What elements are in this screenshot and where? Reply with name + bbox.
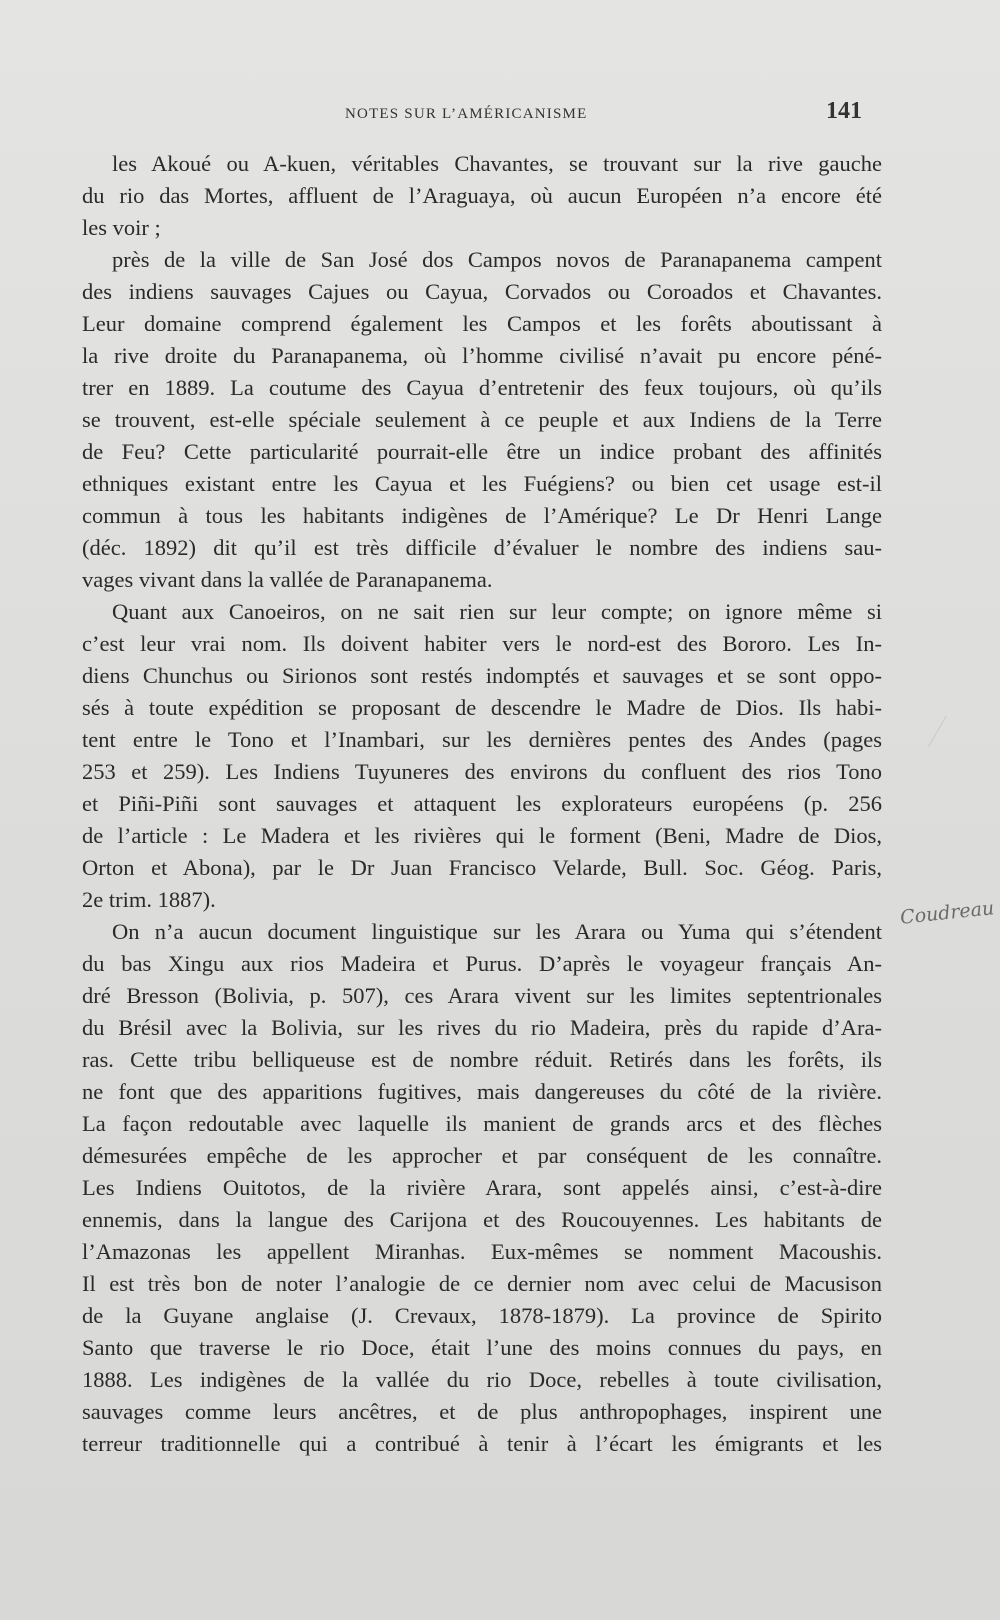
text-line: (déc. 1892) dit qu’il est très difficile d’évaluer le nombre des indiens sau- <box>82 535 882 560</box>
text-line: commun à tous les habitants indigènes de l’Amérique? Le Dr Henri Lange <box>82 503 882 528</box>
handwritten-margin-note: Coudreau <box>899 897 996 929</box>
text-line: se trouvent, est-elle spéciale seulement à ce peuple et aux Indiens de la Terre <box>82 407 882 432</box>
text-line: diens Chunchus ou Sirionos sont restés indomptés et sauvages et se sont oppo- <box>82 663 882 688</box>
text-line: de l’article : Le Madera et les rivières qui le forment (Beni, Madre de Dios, <box>82 823 882 848</box>
text-line: vages vivant dans la vallée de Paranapanema. <box>82 567 493 592</box>
text-line: de Feu? Cette particularité pourrait-elle être un indice probant des affinités <box>82 439 882 464</box>
text-line: dré Bresson (Bolivia, p. 507), ces Arara vivent sur les limites septentrionales <box>82 983 882 1008</box>
text-line: 253 et 259). Les Indiens Tuyuneres des environs du confluent des rios Tono <box>82 759 882 784</box>
text-line: ennemis, dans la langue des Carijona et des Roucouyennes. Les habitants de <box>82 1207 882 1232</box>
text-line: terreur traditionnelle qui a contribué à tenir à l’écart les émigrants et les <box>82 1431 882 1456</box>
text-line: Il est très bon de noter l’analogie de ce dernier nom avec celui de Macusison <box>82 1271 882 1296</box>
body-text <box>82 148 882 1460</box>
text-line: près de la ville de San José dos Campos novos de Paranapanema campent <box>112 247 882 272</box>
text-line: ne font que des apparitions fugitives, mais dangereuses du côté de la rivière. <box>82 1079 882 1104</box>
text-line: sés à toute expédition se proposant de descendre le Madre de Dios. Ils habi- <box>82 695 882 720</box>
text-line: l’Amazonas les appellent Miranhas. Eux-mêmes se nomment Macoushis. <box>82 1239 882 1264</box>
text-line: ras. Cette tribu belliqueuse est de nombre réduit. Retirés dans les forêts, ils <box>82 1047 882 1072</box>
text-line: Leur domaine comprend également les Campos et les forêts aboutissant à <box>82 311 882 336</box>
text-line: la rive droite du Paranapanema, où l’homme civilisé n’avait pu encore péné- <box>82 343 882 368</box>
text-line: du bas Xingu aux rios Madeira et Purus. D’après le voyageur français An- <box>82 951 882 976</box>
text-line: du rio das Mortes, affluent de l’Araguaya, où aucun Européen n’a encore été <box>82 183 882 208</box>
text-line: On n’a aucun document linguistique sur les Arara ou Yuma qui s’étendent <box>112 919 882 944</box>
text-line: Les Indiens Ouitotos, de la rivière Arara, sont appelés ainsi, c’est-à-dire <box>82 1175 882 1200</box>
text-line: du Brésil avec la Bolivia, sur les rives du rio Madeira, près du rapide d’Ara- <box>82 1015 882 1040</box>
text-line: 1888. Les indigènes de la vallée du rio Doce, rebelles à toute civilisation, <box>82 1367 882 1392</box>
text-line: démesurées empêche de les approcher et par conséquent de les connaître. <box>82 1143 882 1168</box>
text-line: les voir ; <box>82 215 161 240</box>
text-line: les Akoué ou A-kuen, véritables Chavantes, se trouvant sur la rive gauche <box>112 151 882 176</box>
paper-mark <box>928 716 969 761</box>
text-line: de la Guyane anglaise (J. Crevaux, 1878-1879). La province de Spirito <box>82 1303 882 1328</box>
text-line: sauvages comme leurs ancêtres, et de plus anthropophages, inspirent une <box>82 1399 882 1424</box>
page-number: 141 <box>826 98 862 124</box>
text-line: Orton et Abona), par le Dr Juan Francisco Velarde, Bull. Soc. Géog. Paris, <box>82 855 882 880</box>
running-head: NOTES SUR L’AMÉRICANISME <box>345 106 588 122</box>
text-line: Quant aux Canoeiros, on ne sait rien sur leur compte; on ignore même si <box>112 599 882 624</box>
text-line: ethniques existant entre les Cayua et les Fuégiens? ou bien cet usage est-il <box>82 471 882 496</box>
text-line: tent entre le Tono et l’Inambari, sur les dernières pentes des Andes (pages <box>82 727 882 752</box>
text-line: Santo que traverse le rio Doce, était l’une des moins connues du pays, en <box>82 1335 882 1360</box>
text-line: La façon redoutable avec laquelle ils manient de grands arcs et des flèches <box>82 1111 882 1136</box>
text-line: trer en 1889. La coutume des Cayua d’entretenir des feux toujours, où qu’ils <box>82 375 882 400</box>
text-line: des indiens sauvages Cajues ou Cayua, Corvados ou Coroados et Chavantes. <box>82 279 882 304</box>
text-line: et Piñi-Piñi sont sauvages et attaquent les explorateurs européens (p. 256 <box>82 791 882 816</box>
text-line: c’est leur vrai nom. Ils doivent habiter vers le nord-est des Bororo. Les In- <box>82 631 882 656</box>
text-line: 2e trim. 1887). <box>82 887 216 912</box>
